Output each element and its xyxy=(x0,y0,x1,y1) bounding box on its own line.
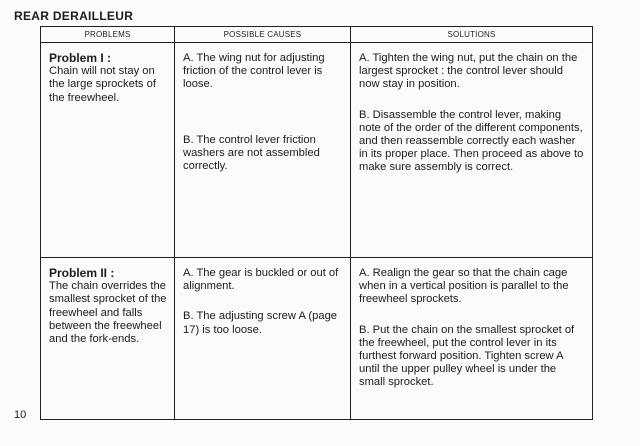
problem-title: Problem I : xyxy=(49,51,112,65)
troubleshooting-table xyxy=(40,26,593,420)
cause-b: B. The control lever friction washers are not assembled correctly. xyxy=(183,133,320,173)
cause-b: B. The adjusting screw A (page 17) is too loose. xyxy=(183,310,338,336)
table-header-row xyxy=(41,27,593,43)
section-title: REAR DERAILLEUR xyxy=(14,9,134,23)
table-row xyxy=(41,258,593,420)
causes-cell xyxy=(175,43,351,258)
solutions-cell xyxy=(351,258,593,420)
header-problems: PROBLEMS xyxy=(41,27,175,43)
problem-description: The chain overrides the smallest sprocket of the freewheel and falls between the freewheel and the fork-ends. xyxy=(49,280,167,346)
solutions-cell xyxy=(351,43,593,258)
page-number: 10 xyxy=(14,409,27,421)
causes-cell xyxy=(175,258,351,420)
problem-description: Chain will not stay on the large sprockets of the freewheel. xyxy=(49,65,156,104)
table-row xyxy=(41,43,593,258)
solution-b: B. Disassemble the control lever, making note of the order of the different components, and then reassemble correctly each washer in its proper place. Then proceed as above to make sure assembly is correct. xyxy=(359,108,584,174)
problem-cell xyxy=(41,43,175,258)
solution-a: A. Realign the gear so that the chain cage when in a vertical position is parallel to the freewheel sprockets. xyxy=(359,267,569,306)
problem-cell xyxy=(41,258,175,420)
solution-a: A. Tighten the wing nut, put the chain on the largest sprocket : the control lever should now stay in position. xyxy=(359,52,578,91)
header-solutions: SOLUTIONS xyxy=(351,27,593,43)
cause-a: A. The wing nut for adjusting friction of the control lever is loose. xyxy=(183,52,325,91)
header-possible-causes: POSSIBLE CAUSES xyxy=(175,27,351,43)
problem-title: Problem II : xyxy=(49,266,115,280)
solution-b: B. Put the chain on the smallest sprocket of the freewheel, put the control lever in its furthest forward position. Tighten screw A until the upper pulley wheel is under the small sprocket. xyxy=(359,323,575,389)
cause-a: A. The gear is buckled or out of alignment. xyxy=(183,267,339,293)
